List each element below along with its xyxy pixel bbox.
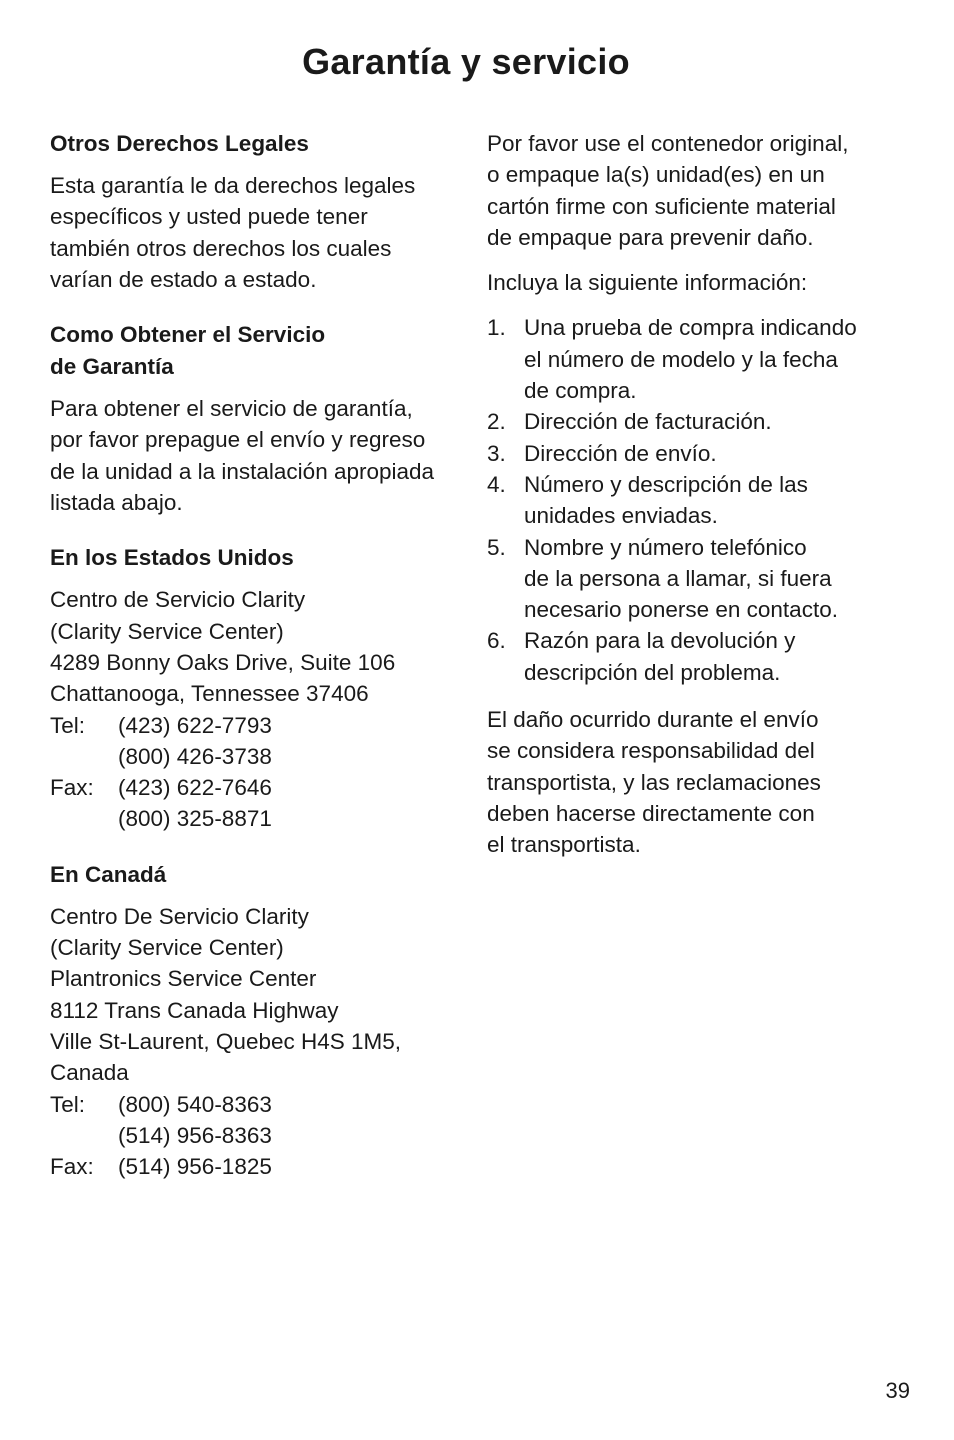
text-line: por favor prepague el envío y regreso	[50, 427, 426, 453]
list-text	[524, 469, 907, 532]
text-line: Nombre y número telefónico	[524, 534, 807, 560]
text-line: Para obtener el servicio de garantía,	[50, 396, 413, 422]
list-item	[487, 312, 907, 406]
phone-label	[50, 1120, 118, 1151]
text-line: varían de estado a estado.	[50, 266, 317, 292]
usa-section	[50, 542, 460, 834]
address-line: 4289 Bonny Oaks Drive, Suite 106	[50, 649, 396, 675]
phone-label: Tel:	[50, 1091, 86, 1117]
list-number: 5.	[487, 534, 506, 560]
include-intro: Incluya la siguiente información:	[487, 270, 808, 296]
text-line: Número y descripción de las	[524, 471, 808, 497]
canada-heading: En Canadá	[50, 861, 167, 887]
text-line: de la persona a llamar, si fuera	[524, 565, 832, 591]
phone-row	[50, 1120, 460, 1151]
phone-row	[50, 1089, 460, 1120]
warranty-service-text	[50, 393, 460, 518]
address-line: 8112 Trans Canada Highway	[50, 997, 339, 1023]
phone-number: (800) 540-8363	[118, 1091, 272, 1117]
legal-rights-section	[50, 128, 460, 295]
legal-rights-heading: Otros Derechos Legales	[50, 131, 309, 156]
left-column	[50, 128, 460, 1206]
address-line: (Clarity Service Center)	[50, 935, 284, 961]
address-line: Ville St-Laurent, Quebec H4S 1M5,	[50, 1028, 402, 1054]
fax-number: (800) 325-8871	[118, 806, 272, 832]
text-line: deben hacerse directamente con	[487, 800, 815, 826]
right-column	[487, 128, 907, 861]
list-number: 6.	[487, 628, 506, 654]
text-line: descripción del problema.	[524, 659, 781, 685]
list-item	[487, 469, 907, 532]
text-line: o empaque la(s) unidad(es) en un	[487, 162, 825, 188]
list-number: 4.	[487, 471, 506, 497]
warranty-service-heading	[50, 319, 460, 383]
usa-heading: En los Estados Unidos	[50, 545, 294, 571]
phone-row	[50, 741, 460, 772]
address-line: Centro De Servicio Clarity	[50, 903, 309, 929]
text-line: de la unidad a la instalación apropiada	[50, 458, 435, 484]
list-text	[524, 625, 907, 688]
list-text	[524, 532, 907, 626]
text-line: el transportista.	[487, 832, 641, 858]
text-line: el número de modelo y la fecha	[524, 346, 838, 372]
text-line: unidades enviadas.	[524, 503, 718, 529]
fax-label	[50, 803, 118, 834]
phone-row	[50, 710, 460, 741]
required-info-list	[487, 312, 907, 688]
list-text	[524, 406, 907, 437]
phone-number: (800) 426-3738	[118, 743, 272, 769]
shipping-damage-note	[487, 704, 907, 860]
address-line: (Clarity Service Center)	[50, 618, 284, 644]
text-line: necesario ponerse en contacto.	[524, 597, 838, 623]
text-line: cartón firme con suficiente material	[487, 193, 836, 219]
fax-number: (514) 956-1825	[118, 1154, 272, 1180]
list-item	[487, 532, 907, 626]
legal-rights-text	[50, 170, 460, 295]
list-number: 1.	[487, 315, 506, 341]
address-line: Plantronics Service Center	[50, 966, 317, 992]
text-line: Por favor use el contenedor original,	[487, 131, 849, 156]
fax-number: (423) 622-7646	[118, 775, 272, 801]
phone-label: Tel:	[50, 712, 86, 738]
phone-label	[50, 741, 118, 772]
fax-row	[50, 772, 460, 803]
text-line: El daño ocurrido durante el envío	[487, 707, 819, 733]
list-text	[524, 438, 907, 469]
phone-number: (423) 622-7793	[118, 712, 272, 738]
text-line: transportista, y las reclamaciones	[487, 769, 821, 795]
packing-instructions	[487, 128, 907, 253]
text-line: Razón para la devolución y	[524, 628, 796, 654]
page-number: 39	[885, 1378, 910, 1403]
text-line: listada abajo.	[50, 490, 183, 516]
text-line: se considera responsabilidad del	[487, 738, 815, 764]
canada-address	[50, 901, 460, 1183]
list-number: 2.	[487, 409, 506, 435]
heading-line: de Garantía	[50, 354, 174, 380]
fax-row	[50, 1151, 460, 1182]
text-line: también otros derechos los cuales	[50, 235, 392, 261]
fax-label: Fax:	[50, 775, 94, 801]
text-line: de compra.	[524, 378, 637, 404]
page-title: Garantía y servicio	[302, 41, 630, 82]
list-number: 3.	[487, 440, 506, 466]
text-line: específicos y usted puede tener	[50, 204, 368, 230]
usa-address	[50, 584, 460, 834]
address-line: Canada	[50, 1060, 129, 1086]
text-line: de empaque para prevenir daño.	[487, 224, 814, 250]
warranty-service-section	[50, 319, 460, 518]
address-line: Chattanooga, Tennessee 37406	[50, 681, 369, 707]
canada-section	[50, 859, 460, 1183]
text-line: Una prueba de compra indicando	[524, 315, 857, 341]
address-line: Centro de Servicio Clarity	[50, 587, 306, 613]
text-line: Dirección de envío.	[524, 440, 717, 466]
list-text	[524, 312, 907, 406]
list-item	[487, 406, 907, 437]
heading-line: Como Obtener el Servicio	[50, 322, 326, 348]
text-line: Dirección de facturación.	[524, 409, 772, 435]
text-line: Esta garantía le da derechos legales	[50, 173, 416, 198]
list-item	[487, 438, 907, 469]
fax-label: Fax:	[50, 1154, 94, 1180]
phone-number: (514) 956-8363	[118, 1122, 272, 1148]
list-item	[487, 625, 907, 688]
fax-row	[50, 803, 460, 834]
